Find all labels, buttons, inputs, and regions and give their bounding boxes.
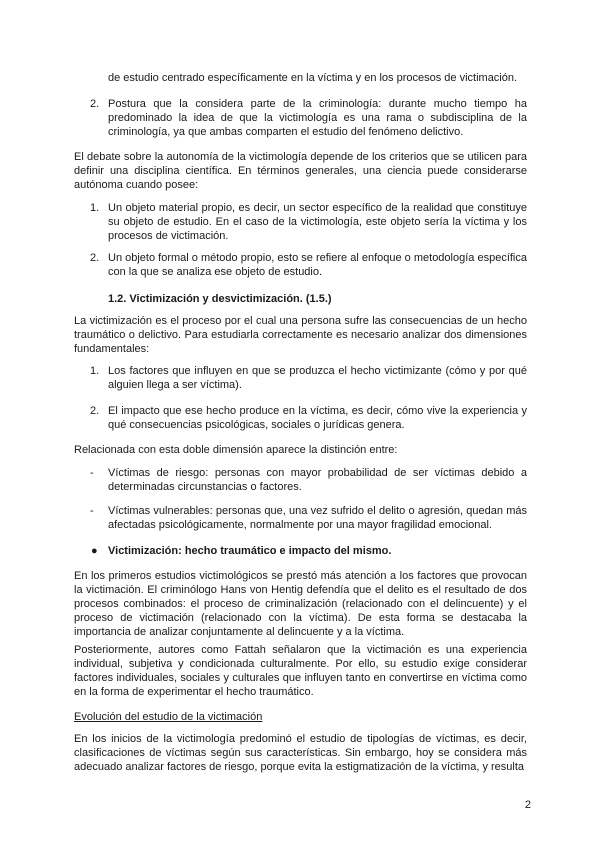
page-number: 2 [524, 799, 531, 811]
list-number: 2. [90, 98, 100, 110]
list-text: Postura que la considera parte de la criminología: durante mucho tiempo ha predominado la idea de que la victimología es una rama o subdisciplina de la criminología, ya que ambas comparten el estudio del fenómeno delictivo. [108, 98, 527, 138]
dash-text: Víctimas de riesgo: personas con mayor probabilidad de ser víctimas debido a determinadas circunstancias o factores. [108, 467, 527, 493]
continuation-line: de estudio centrado específicamente en la víctima y en los procesos de victimación. [108, 72, 518, 84]
bullet-heading [74, 544, 527, 558]
list-item [74, 364, 527, 392]
dash-text: Víctimas vulnerables: personas que, una vez sufrido el delito o agresión, quedan más afectadas psicológicamente, normalmente por una mayor fragilidad emocional. [108, 505, 527, 531]
dash-marker: - [90, 505, 94, 517]
list-text: Los factores que influyen en que se produzca el hecho victimizante (cómo y por qué alguien llega a ser víctima). [108, 365, 527, 391]
list-item [74, 404, 527, 432]
dash-marker: - [90, 467, 94, 479]
bullet-dot-icon: ● [91, 545, 98, 557]
paragraph-primeros: En los primeros estudios victimológicos se prestó más atención a los factores que provocan la victimación. El criminólogo Hans von Hentig defendía que el delito es el resultado de dos procesos combinados: el proceso de criminalización (relacionado con el delincuente) y el proceso de victimación (relacionado con la víctima). De esta forma se destacaba la importancia de analizar conjuntamente al delincuente y a la víctima. [74, 570, 527, 638]
list-text: Un objeto formal o método propio, esto se refiere al enfoque o metodología específica con la que se analiza ese objeto de estudio. [108, 252, 527, 278]
list-text: El impacto que ese hecho produce en la víctima, es decir, cómo vive la experiencia y qué consecuencias psicológicas, sociales o jurídicas genera. [108, 405, 527, 431]
list-number: 1. [90, 365, 100, 377]
paragraph-posteriormente: Posteriormente, autores como Fattah señalaron que la victimación es una experiencia individual, subjetiva y condicionada culturalmente. Por ello, su estudio exige considerar factores individuales, sociales y culturales que influyen tanto en convertirse en víctima como en la forma de experimentar el hecho traumático. [74, 644, 527, 698]
list-text: Un objeto material propio, es decir, un sector específico de la realidad que constituye su objeto de estudio. En el caso de la victimología, este objeto sería la víctima y los procesos de victimación. [108, 202, 527, 242]
subheading: Evolución del estudio de la victimación [74, 711, 263, 723]
list-item [74, 201, 527, 243]
list-number: 2. [90, 252, 100, 264]
list-item [74, 251, 527, 279]
dash-item [74, 466, 527, 494]
dash-item [74, 504, 527, 532]
section-heading: 1.2. Victimización y desvictimización. (1.5.) [108, 293, 332, 305]
paragraph-debate: El debate sobre la autonomía de la victimología depende de los criterios que se utilicen para definir una disciplina científica. En términos generales, una ciencia puede considerarse autónoma cuando posee: [74, 151, 527, 191]
list-number: 2. [90, 405, 100, 417]
paragraph-victimizacion: La victimización es el proceso por el cual una persona sufre las consecuencias de un hecho traumático o delictivo. Para estudiarla correctamente es necesario analizar dos dimensiones fundamentales: [74, 315, 527, 355]
paragraph-inicios: En los inicios de la victimología predominó el estudio de tipologías de víctimas, es decir, clasificaciones de víctimas según sus características. Sin embargo, hoy se considera más adecuado analizar factores de riesgo, porque evita la estigmatización de la víctima, y resulta [74, 733, 527, 773]
list-number: 1. [90, 202, 100, 214]
paragraph-relacionada: Relacionada con esta doble dimensión aparece la distinción entre: [74, 444, 398, 456]
list-item [74, 97, 527, 139]
bullet-heading-text: Victimización: hecho traumático e impacto del mismo. [108, 545, 392, 557]
